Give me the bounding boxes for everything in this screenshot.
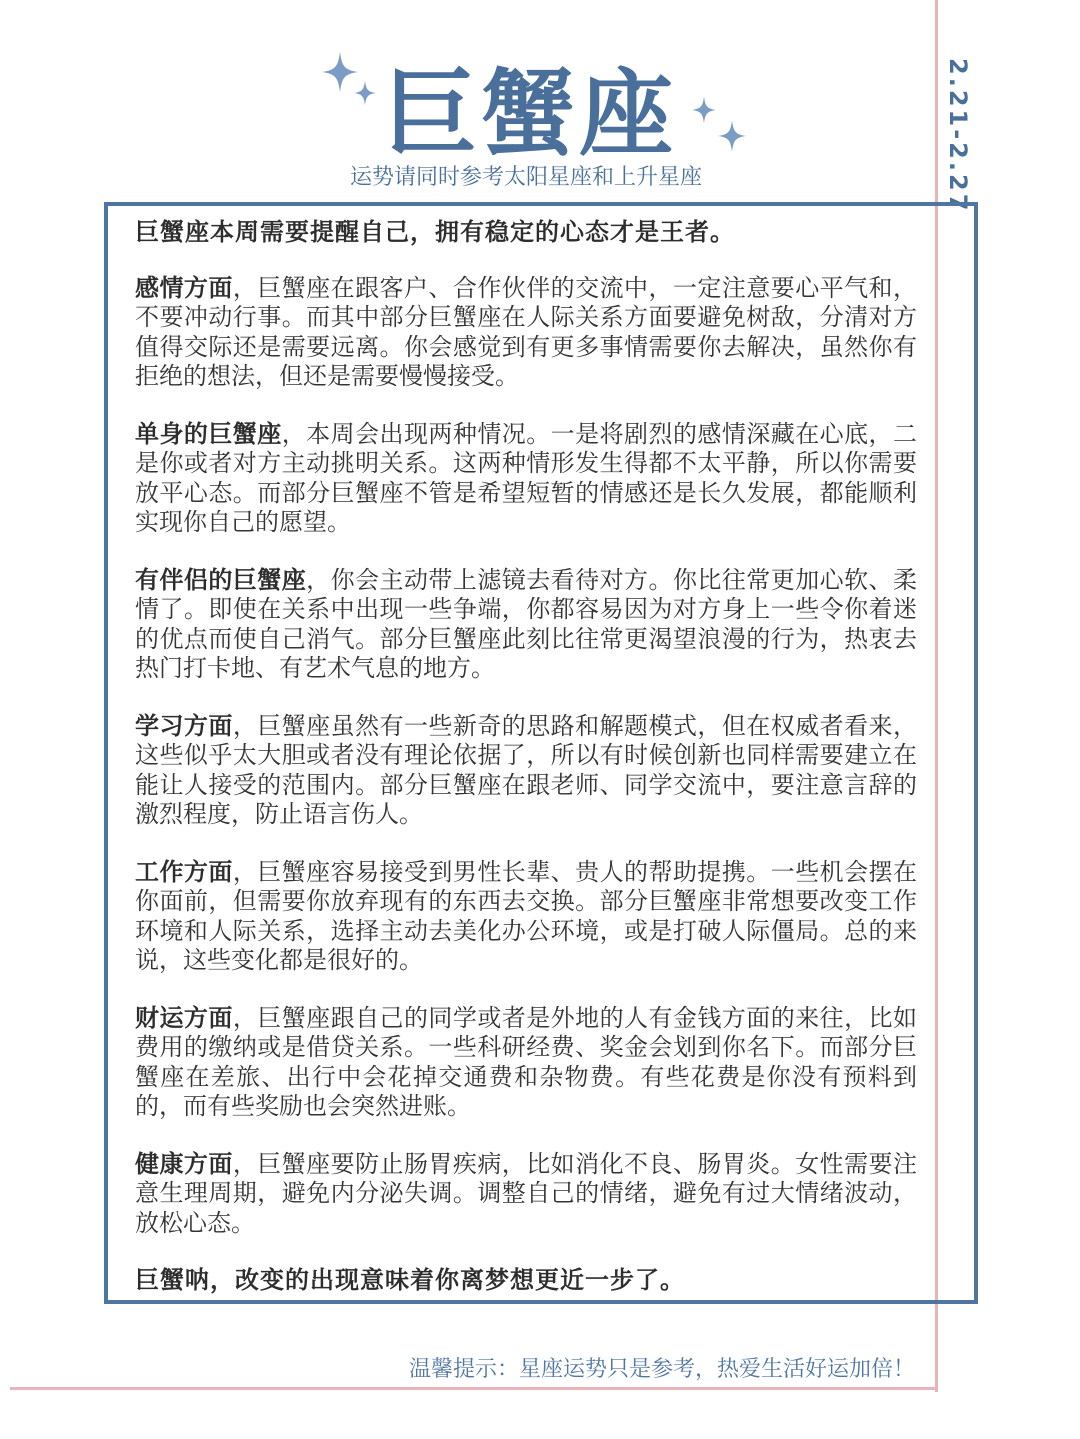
footer-tip: 温馨提示：星座运势只是参考，热爱生活好运加倍！ <box>408 1357 915 1382</box>
page-title: 巨蟹座 <box>382 60 677 169</box>
section-body: ，巨蟹座跟自己的同学或者是外地的人有金钱方面的来往，比如费用的缴纳或是借贷关系。一些科研经费、奖金会划到你名下。而部分巨蟹座在差旅、出行中会花掉交通费和杂物费。有些花费是你没有预料到的，而有些奖励也会突然进账。 <box>135 1003 918 1120</box>
section-partnered <box>135 566 917 684</box>
section-heading: 财运方面 <box>135 1003 233 1032</box>
section-health <box>135 1150 917 1239</box>
section-love <box>135 274 917 392</box>
section-single <box>135 420 917 538</box>
lead-text: 巨蟹座本周需要提醒自己，拥有稳定的心态才是王者。 <box>135 218 735 246</box>
section-body: ，你会主动带上滤镜去看待对方。你比往常更加心软、柔情了。即使在关系中出现一些争端，你都容易因为对方身上一些令你着迷的优点而使自己消气。部分巨蟹座此刻比往常更渴望浪漫的行为，热衷去热门打卡地、有艺术气息的地方。 <box>135 565 918 682</box>
pink-horizontal-line <box>10 1387 938 1390</box>
closing-text: 巨蟹呐，改变的出现意味着你离梦想更近一步了。 <box>135 1266 685 1294</box>
section-study <box>135 712 917 830</box>
horoscope-content <box>135 218 917 1322</box>
section-heading: 工作方面 <box>135 857 233 886</box>
section-heading: 健康方面 <box>135 1149 233 1178</box>
section-heading: 感情方面 <box>135 273 233 302</box>
date-range: 2.21-2.27 <box>944 58 972 214</box>
section-wealth <box>135 1004 917 1122</box>
section-work <box>135 858 917 976</box>
section-body: ，巨蟹座虽然有一些新奇的思路和解题模式，但在权威者看来，这些似乎太大胆或者没有理论依据了，所以有时候创新也同样需要建立在能让人接受的范围内。部分巨蟹座在跟老师、同学交流中，要注意言辞的激烈程度，防止语言伤人。 <box>135 711 918 828</box>
subtitle: 运势请同时参考太阳星座和上升星座 <box>349 165 702 190</box>
section-heading: 单身的巨蟹座 <box>135 419 282 448</box>
section-heading: 有伴侣的巨蟹座 <box>135 565 307 594</box>
section-body: ，巨蟹座容易接受到男性长辈、贵人的帮助提携。一些机会摆在你面前，但需要你放弃现有的东西去交换。部分巨蟹座非常想要改变工作环境和人际关系，选择主动去美化办公环境，或是打破人际僵局。总的来说，这些变化都是很好的。 <box>135 857 918 974</box>
section-body: ，巨蟹座在跟客户、合作伙伴的交流中，一定注意要心平气和，不要冲动行事。而其中部分巨蟹座在人际关系方面要避免树敌，分清对方值得交际还是需要远离。你会感觉到有更多事情需要你去解决，虽然你有拒绝的想法，但还是需要慢慢接受。 <box>135 273 918 390</box>
section-body: ，巨蟹座要防止肠胃疾病，比如消化不良、肠胃炎。女性需要注意生理周期，避免内分泌失调。调整自己的情绪，避免有过大情绪波动，放松心态。 <box>135 1149 918 1237</box>
section-heading: 学习方面 <box>135 711 233 740</box>
section-body: ，本周会出现两种情况。一是将剧烈的感情深藏在心底，二是你或者对方主动挑明关系。这两种情形发生得都不太平静，所以你需要放平心态。而部分巨蟹座不管是希望短暂的情感还是长久发展，都能顺利实现你自己的愿望。 <box>135 419 918 536</box>
